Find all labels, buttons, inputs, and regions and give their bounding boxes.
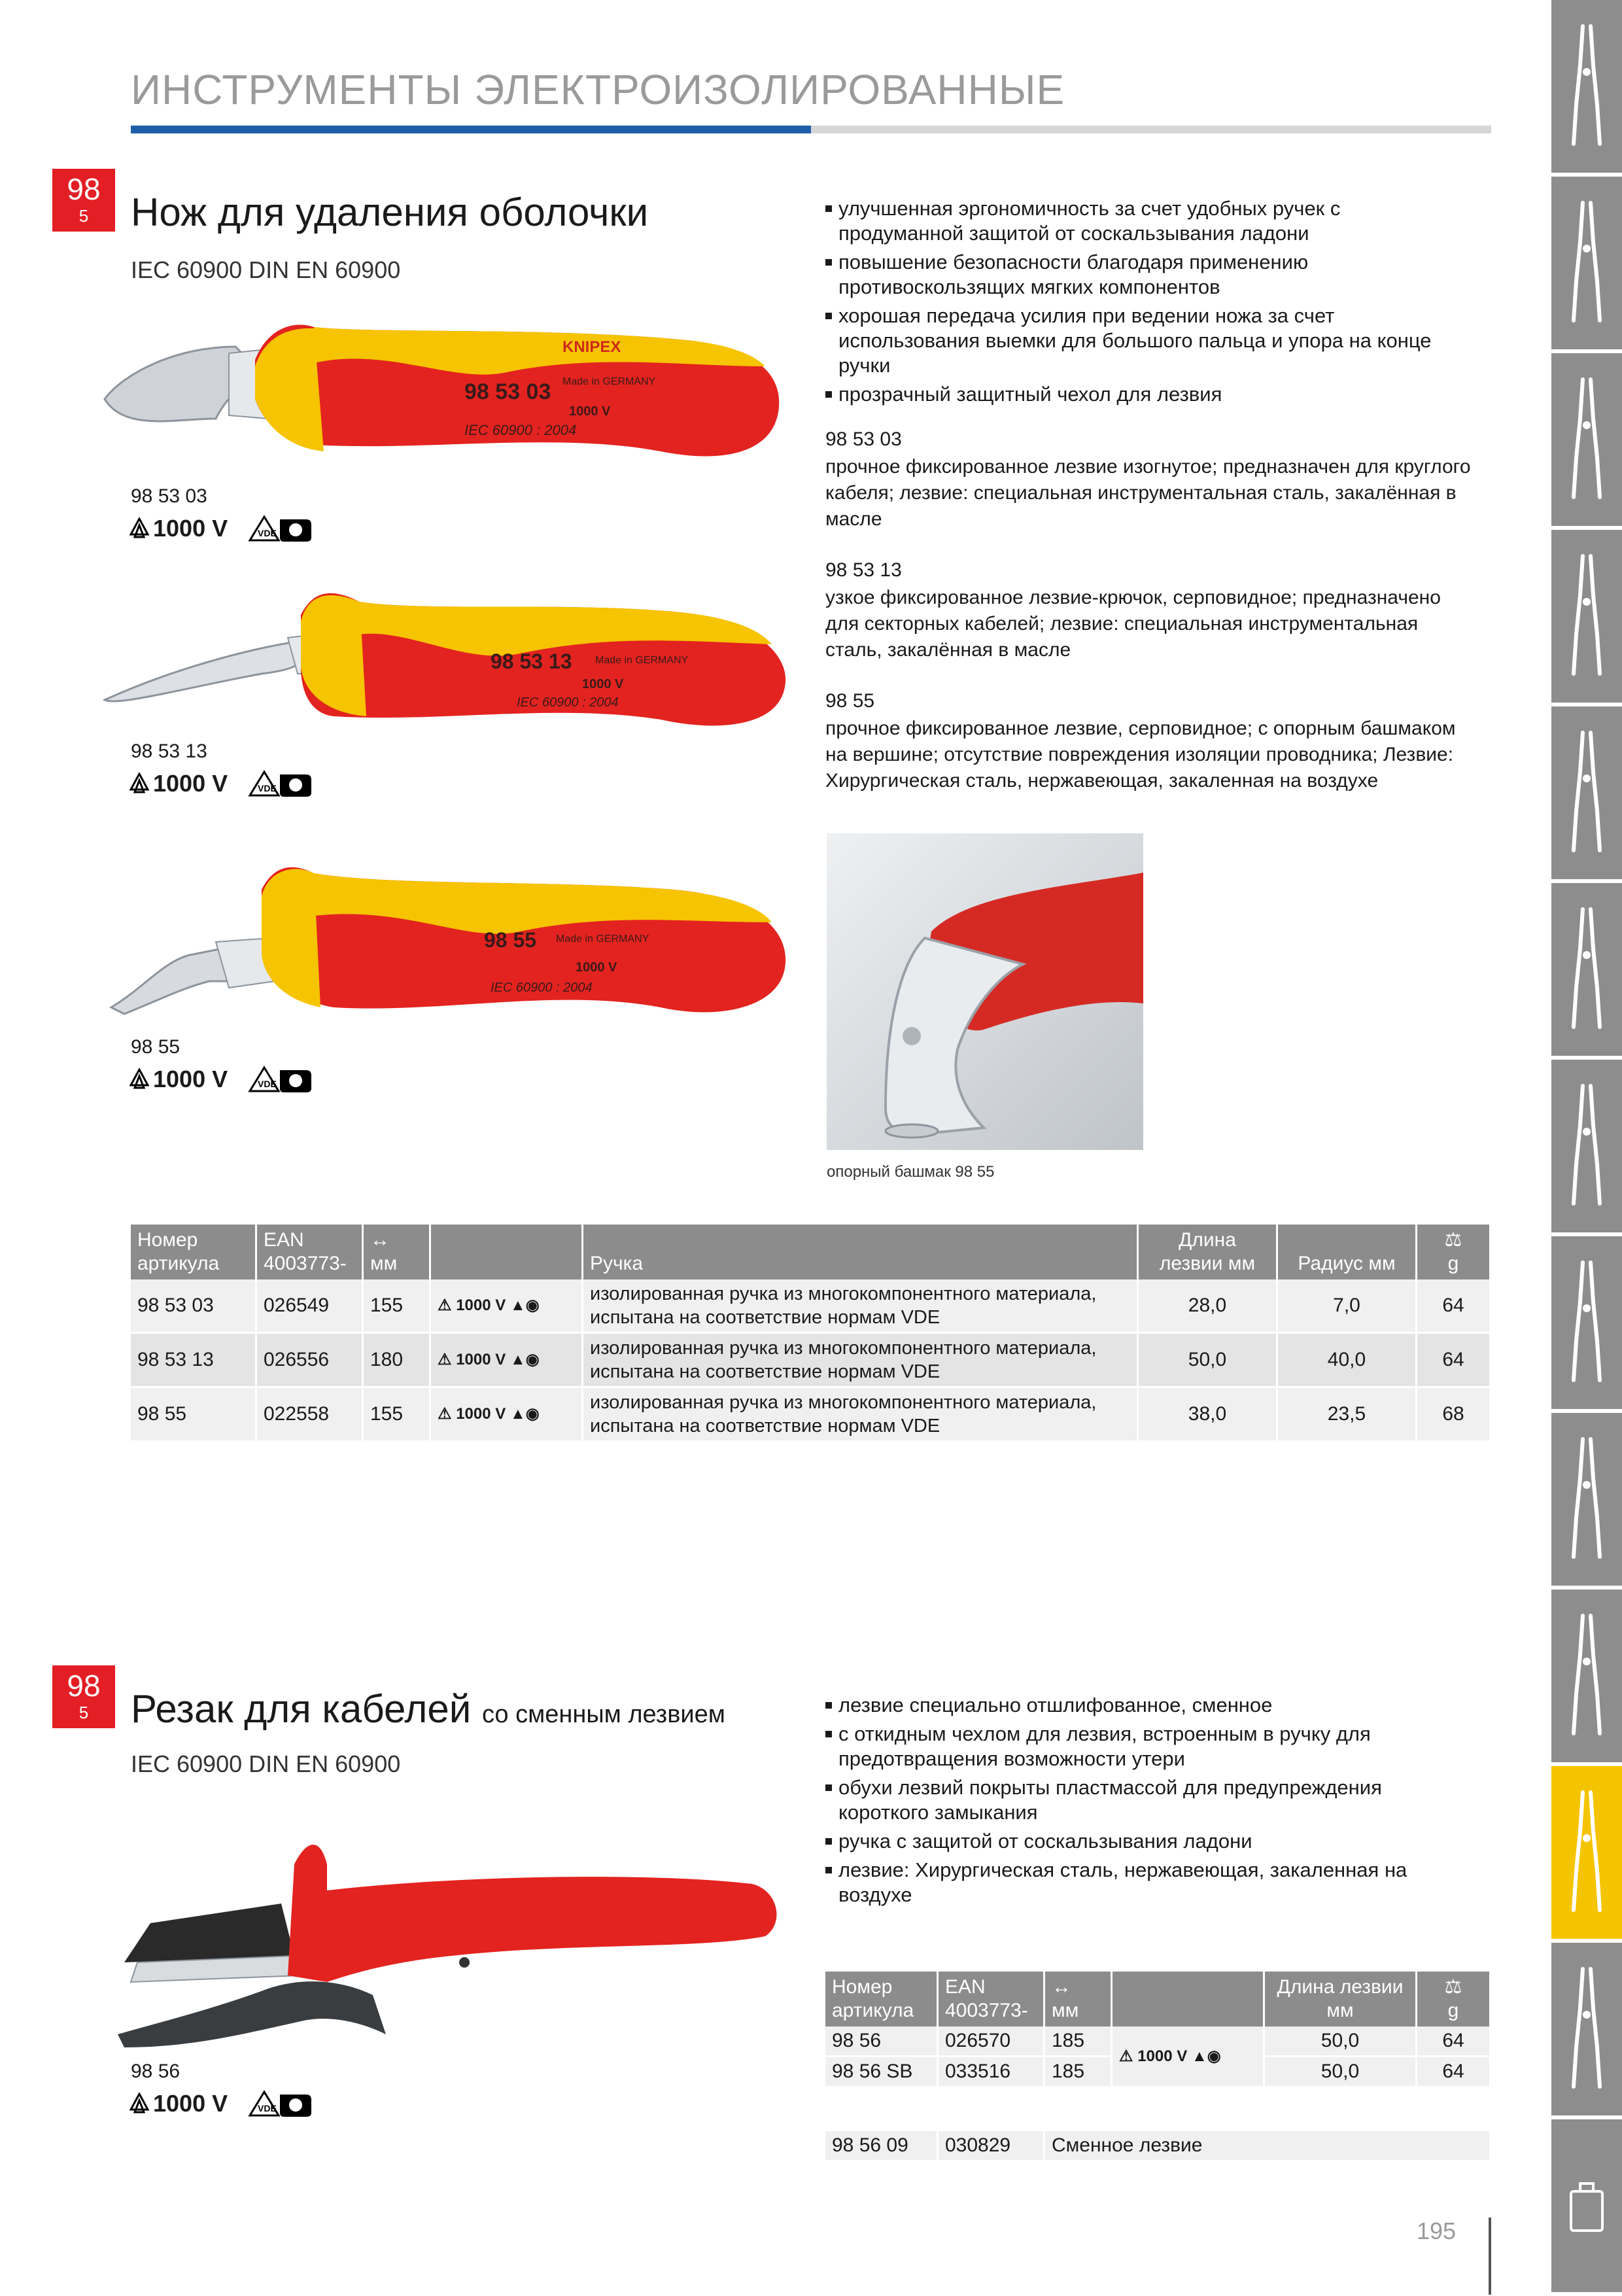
cell-radius: 7,0 bbox=[1277, 1279, 1417, 1333]
vde-gs-mark-icon: ▲◉ bbox=[509, 1351, 540, 1368]
page-number-bar bbox=[1489, 2218, 1491, 2295]
brand-text: KNIPEX bbox=[562, 338, 621, 356]
sidebar-tab[interactable] bbox=[1551, 883, 1622, 1060]
product-description bbox=[825, 557, 1473, 663]
feature-item: хорошая передача усилия при ведении ножа за счет использования выемки для большого пальца и упора на конце ручки bbox=[825, 304, 1466, 378]
knife-image-985303 bbox=[98, 301, 791, 487]
cell-weight: 64 bbox=[1417, 2057, 1491, 2087]
length-arrow-icon: ↔ bbox=[370, 1229, 390, 1251]
cell-length: 155 bbox=[363, 1279, 430, 1333]
sidebar-tab[interactable] bbox=[1551, 353, 1622, 530]
handle-made-text: Made in GERMANY bbox=[595, 655, 689, 666]
detail-photo bbox=[827, 833, 1143, 1150]
end-cutter-icon bbox=[1567, 726, 1606, 857]
feature-list bbox=[825, 196, 1466, 411]
badge-sub: 5 bbox=[78, 206, 89, 226]
insulation-triangle-icon bbox=[129, 773, 149, 795]
voltage-rating bbox=[129, 1065, 313, 1094]
bent-nose-pliers-icon bbox=[1567, 549, 1606, 680]
col-voltage bbox=[1112, 1972, 1264, 2026]
product-code-label: 98 53 03 bbox=[131, 485, 207, 507]
description-code: 98 53 13 bbox=[825, 559, 902, 581]
spare-blade-table bbox=[825, 2131, 1491, 2162]
handle-model-text: 98 55 bbox=[484, 928, 537, 952]
page-header-title: ИНСТРУМЕНТЫ ЭЛЕКТРОИЗОЛИРОВАННЫЕ bbox=[131, 66, 1065, 113]
vde-gs-mark-icon: ▲◉ bbox=[1191, 2047, 1221, 2065]
cell-voltage: ⚠ 1000 V ▲◉ bbox=[430, 1333, 583, 1387]
table-row bbox=[825, 2026, 1491, 2057]
insulation-triangle-icon bbox=[129, 1068, 149, 1090]
cell-weight: 64 bbox=[1417, 2026, 1491, 2057]
vde-gs-mark-icon bbox=[247, 2089, 313, 2118]
snipe-pliers-icon bbox=[1567, 1962, 1606, 2093]
diagonal-cutter-icon bbox=[1567, 903, 1606, 1034]
product-code-label: 98 56 bbox=[131, 2061, 181, 2082]
section-title-main: Резак для кабелей bbox=[131, 1687, 472, 1731]
vde-gs-mark-icon: ▲◉ bbox=[509, 1296, 540, 1314]
voltage-text: 1000 V bbox=[153, 770, 228, 797]
knife-image-985313 bbox=[98, 576, 791, 749]
length-arrow-icon: ↔ bbox=[1052, 1976, 1071, 1998]
description-text: прочное фиксированное лезвие изогнутое; предназначен для круглого кабеля; лезвие: специальная инструментальная сталь, закалённая в масле bbox=[825, 456, 1471, 530]
voltage-rating bbox=[129, 769, 313, 798]
cell-blade: 50,0 bbox=[1138, 1333, 1277, 1387]
handle-made-text: Made in GERMANY bbox=[562, 376, 656, 387]
table-header-row bbox=[131, 1225, 1491, 1279]
sidebar-tab[interactable] bbox=[1551, 1943, 1622, 2119]
description-code: 98 55 bbox=[825, 690, 875, 712]
handle-std-text: IEC 60900 : 2004 bbox=[491, 981, 593, 995]
svg-text:VDE: VDE bbox=[258, 783, 277, 793]
needle-nose-pliers-icon bbox=[1567, 373, 1606, 504]
section-title-suffix: со сменным лезвием bbox=[481, 1701, 725, 1728]
col-length: ↔ мм bbox=[363, 1225, 430, 1279]
col-handle: Ручка bbox=[583, 1225, 1138, 1279]
cell-blade: 38,0 bbox=[1138, 1387, 1277, 1442]
cell-blade: 50,0 bbox=[1264, 2026, 1417, 2057]
sidebar-tab[interactable] bbox=[1551, 1766, 1622, 1943]
crimp-pliers-icon bbox=[1567, 196, 1606, 327]
sidebar-tab[interactable] bbox=[1551, 530, 1622, 706]
cell-blade: 50,0 bbox=[1264, 2057, 1417, 2087]
cell-ean: 030829 bbox=[938, 2131, 1044, 2161]
tool-case-icon bbox=[1567, 2139, 1606, 2270]
col-article: Номер артикула bbox=[825, 1972, 938, 2026]
cell-radius: 40,0 bbox=[1277, 1333, 1417, 1387]
scale-icon: ⚖ bbox=[1444, 1976, 1462, 1998]
col-weight: ⚖ g bbox=[1417, 1972, 1491, 2026]
pliers-icon bbox=[1567, 20, 1606, 150]
cell-article: 98 55 bbox=[131, 1387, 256, 1442]
sidebar-tab[interactable] bbox=[1551, 2119, 1622, 2296]
handle-model-text: 98 53 13 bbox=[491, 650, 572, 673]
vde-gs-mark-icon bbox=[247, 769, 313, 798]
product-description bbox=[825, 688, 1473, 794]
svg-text:VDE: VDE bbox=[258, 1079, 277, 1089]
feature-item: ручка с защитой от соскальзывания ладони bbox=[825, 1829, 1473, 1854]
description-text: прочное фиксированное лезвие, серповидное; с опорным башмаком на вершине; отсутствие повреждения изоляции проводника; Лезвие: Хирургическая сталь, нержавеющая, закаленная на воздухе bbox=[825, 718, 1456, 791]
cell-length: 185 bbox=[1044, 2057, 1112, 2087]
handle-std-text: IEC 60900 : 2004 bbox=[464, 422, 577, 438]
cell-handle: изолированная ручка из многокомпонентного материала, испытана на соответствие нормам VDE bbox=[583, 1333, 1138, 1387]
cell-weight: 64 bbox=[1417, 1333, 1491, 1387]
col-blade-length: Длина лезвии мм bbox=[1264, 1972, 1417, 2026]
cell-article: 98 53 03 bbox=[131, 1279, 256, 1333]
cell-ean: 026549 bbox=[256, 1279, 363, 1333]
photo-caption: опорный башмак 98 55 bbox=[827, 1163, 995, 1181]
cell-article: 98 56 SB bbox=[825, 2057, 938, 2087]
col-article: Номер артикула bbox=[131, 1225, 256, 1279]
table-row bbox=[131, 1333, 1491, 1387]
col-voltage bbox=[430, 1225, 583, 1279]
badge-number: 98 bbox=[67, 172, 101, 206]
cell-handle: изолированная ручка из многокомпонентного материала, испытана на соответствие нормам VDE bbox=[583, 1279, 1138, 1333]
sidebar-tab[interactable] bbox=[1551, 1236, 1622, 1413]
feature-item: повышение безопасности благодаря применению противоскользящих мягких компонентов bbox=[825, 250, 1466, 300]
cell-ean: 026570 bbox=[938, 2026, 1044, 2057]
cell-article: 98 56 bbox=[825, 2026, 938, 2057]
feature-item: лезвие специально отшлифованное, сменное bbox=[825, 1693, 1473, 1718]
cell-voltage: ⚠ 1000 V ▲◉ bbox=[1112, 2026, 1264, 2087]
col-length: ↔ мм bbox=[1044, 1972, 1112, 2026]
table-header-row bbox=[825, 1972, 1491, 2026]
badge-number: 98 bbox=[67, 1669, 101, 1703]
water-pump-pliers-icon bbox=[1567, 1079, 1606, 1210]
table-row bbox=[131, 1279, 1491, 1333]
sidebar-tab[interactable] bbox=[1551, 706, 1622, 883]
sidebar-tab[interactable] bbox=[1551, 1590, 1622, 1766]
svg-text:VDE: VDE bbox=[258, 2103, 277, 2113]
insulation-triangle-icon bbox=[129, 517, 149, 540]
scale-icon: ⚖ bbox=[1444, 1229, 1462, 1251]
product-code-label: 98 53 13 bbox=[131, 740, 207, 762]
cell-length: 180 bbox=[363, 1333, 430, 1387]
product-description bbox=[825, 426, 1473, 532]
handle-made-text: Made in GERMANY bbox=[556, 933, 649, 945]
spec-table bbox=[131, 1225, 1491, 1442]
cell-voltage: ⚠ 1000 V ▲◉ bbox=[430, 1279, 583, 1333]
cell-voltage: ⚠ 1000 V ▲◉ bbox=[430, 1387, 583, 1442]
cell-handle: изолированная ручка из многокомпонентного материала, испытана на соответствие нормам VDE bbox=[583, 1387, 1138, 1442]
handle-voltage-text: 1000 V bbox=[569, 404, 611, 419]
col-blade-length: Длина лезвии мм bbox=[1138, 1225, 1277, 1279]
voltage-rating bbox=[129, 514, 313, 543]
description-code: 98 53 03 bbox=[825, 428, 902, 450]
standards-text: IEC 60900 DIN EN 60900 bbox=[131, 256, 401, 283]
category-badge bbox=[52, 169, 115, 232]
handle-voltage-text: 1000 V bbox=[576, 960, 617, 975]
feature-item: прозрачный защитный чехол для лезвия bbox=[825, 382, 1466, 407]
cell-length: 185 bbox=[1044, 2026, 1112, 2057]
handle-voltage-text: 1000 V bbox=[582, 677, 624, 691]
col-ean: EAN 4003773- bbox=[938, 1972, 1044, 2026]
page-number: 195 bbox=[1417, 2218, 1457, 2244]
section-title: Нож для удаления оболочки bbox=[131, 190, 649, 234]
category-badge bbox=[52, 1665, 115, 1728]
cell-ean: 022558 bbox=[256, 1387, 363, 1442]
sidebar-tab[interactable] bbox=[1551, 1060, 1622, 1236]
sidebar-tab[interactable] bbox=[1551, 177, 1622, 353]
insulation-triangle-icon bbox=[129, 2093, 149, 2115]
cell-ean: 033516 bbox=[938, 2057, 1044, 2087]
handle-std-text: IEC 60900 : 2004 bbox=[517, 695, 619, 710]
table-row bbox=[825, 2131, 1491, 2161]
voltage-rating bbox=[129, 2089, 313, 2118]
section-title bbox=[131, 1686, 725, 1731]
cell-label: Сменное лезвие bbox=[1044, 2131, 1491, 2161]
cell-article: 98 53 13 bbox=[131, 1333, 256, 1387]
cell-ean: 026556 bbox=[256, 1333, 363, 1387]
feature-item: с откидным чехлом для лезвия, встроенным в ручку для предотвращения возможности утери bbox=[825, 1722, 1473, 1771]
standards-text: IEC 60900 DIN EN 60900 bbox=[131, 1750, 401, 1777]
header-rule-accent bbox=[131, 126, 811, 133]
sidebar-tab[interactable] bbox=[1551, 0, 1622, 177]
handle-model-text: 98 53 03 bbox=[464, 379, 551, 404]
vde-gs-mark-icon: ▲◉ bbox=[509, 1405, 540, 1423]
wire-stripper-icon bbox=[1567, 1433, 1606, 1563]
knife-image-9855 bbox=[98, 850, 791, 1043]
badge-sub: 5 bbox=[78, 1703, 89, 1722]
cell-blade: 28,0 bbox=[1138, 1279, 1277, 1333]
feature-list bbox=[825, 1693, 1473, 1911]
cell-article: 98 56 09 bbox=[825, 2131, 938, 2161]
sidebar-tab[interactable] bbox=[1551, 1413, 1622, 1590]
table-row bbox=[131, 1387, 1491, 1442]
feature-item: улучшенная эргономичность за счет удобных ручек с продуманной защитой от соскальзывания ладони bbox=[825, 196, 1466, 246]
vde-gs-mark-icon bbox=[247, 1065, 313, 1094]
cell-radius: 23,5 bbox=[1277, 1387, 1417, 1442]
vde-gs-mark-icon bbox=[247, 514, 313, 543]
cell-length: 155 bbox=[363, 1387, 430, 1442]
feature-item: обухи лезвий покрыты пластмассой для предупреждения короткого замыкания bbox=[825, 1775, 1473, 1825]
cable-cutter-image bbox=[111, 1825, 791, 2057]
col-weight: ⚖ g bbox=[1417, 1225, 1491, 1279]
feature-item: лезвие: Хирургическая сталь, нержавеющая, закаленная на воздухе bbox=[825, 1858, 1473, 1907]
voltage-text: 1000 V bbox=[153, 1066, 228, 1092]
cell-weight: 68 bbox=[1417, 1387, 1491, 1442]
description-text: узкое фиксированное лезвие-крючок, серповидное; предназначено для секторных кабелей; лезвие: специальная инструментальная сталь, закалённая в масле bbox=[825, 587, 1441, 661]
col-radius: Радиус мм bbox=[1277, 1225, 1417, 1279]
svg-text:VDE: VDE bbox=[258, 528, 277, 538]
product-code-label: 98 55 bbox=[131, 1036, 181, 1058]
crimping-tool-icon bbox=[1567, 1609, 1606, 1740]
cell-weight: 64 bbox=[1417, 1279, 1491, 1333]
voltage-text: 1000 V bbox=[153, 2090, 228, 2117]
voltage-text: 1000 V bbox=[153, 515, 228, 542]
circlip-pliers-icon bbox=[1567, 1256, 1606, 1387]
col-ean: EAN 4003773- bbox=[256, 1225, 363, 1279]
spec-table bbox=[825, 1972, 1491, 2088]
insulated-pliers-icon bbox=[1567, 1786, 1606, 1917]
